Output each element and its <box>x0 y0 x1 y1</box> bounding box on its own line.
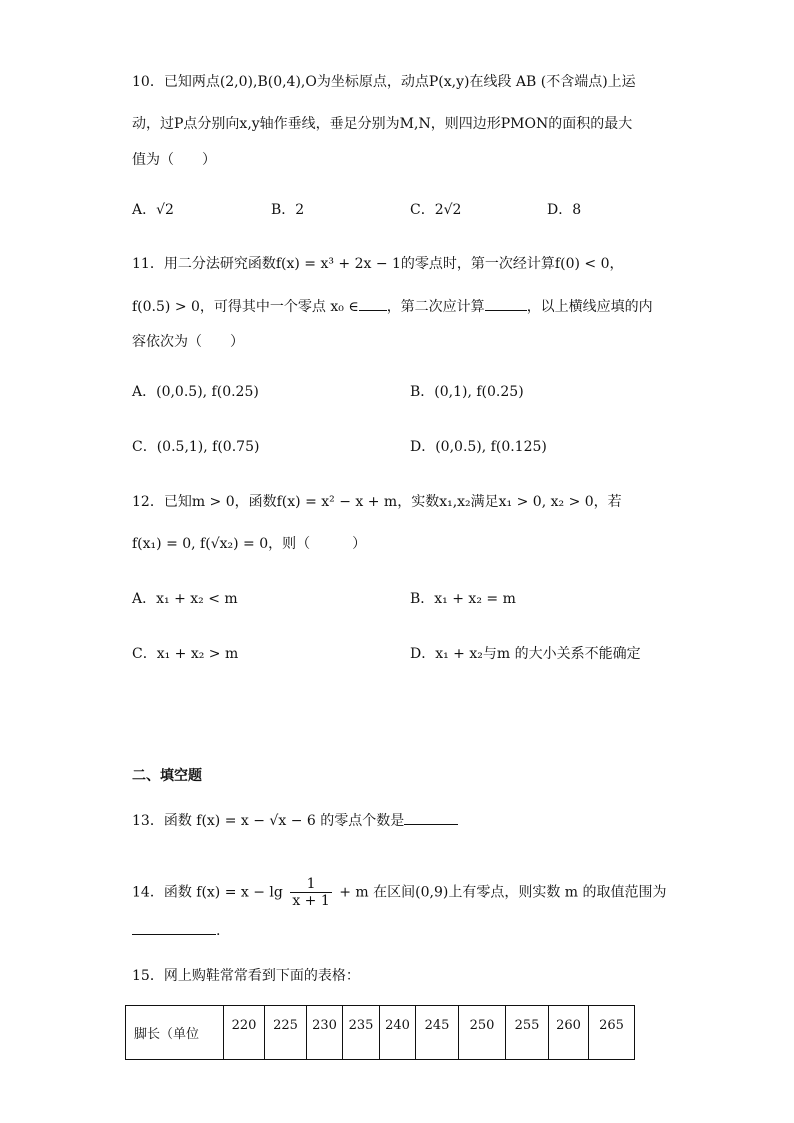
q14-line2 <box>132 920 220 941</box>
q14-post: + m 在区间(0,9)上有零点，则实数 m 的取值范围为 <box>339 884 667 901</box>
q12-option-a: A．x₁ + x₂ < m <box>132 591 238 607</box>
q11-option-b: B．(0,1), f(0.25) <box>410 384 524 400</box>
q12-option-b: B．x₁ + x₂ = m <box>410 591 516 607</box>
q11-line2-b: ，第二次应计算 <box>386 299 485 315</box>
q10-option-c: C．2√2 <box>410 202 462 218</box>
q10-option-d: D．8 <box>547 202 582 218</box>
q14-fraction <box>290 876 331 909</box>
q10-option-a: A．√2 <box>132 202 174 218</box>
table-header-cell: 脚长（单位 <box>126 1006 224 1060</box>
q10-line3: 值为（ ） <box>132 152 216 168</box>
table-cell: 220 <box>224 1006 265 1060</box>
q11-line2-a: f(0.5) > 0，可得其中一个零点 x₀ ∈ <box>132 299 359 315</box>
table-cell: 265 <box>589 1006 635 1060</box>
q15-line: 15．网上购鞋常常看到下面的表格： <box>132 968 360 984</box>
table-cell: 250 <box>459 1006 506 1060</box>
q13-line <box>132 810 458 831</box>
q11-option-d: D．(0,0.5), f(0.125) <box>410 439 547 455</box>
q10-option-b: B．2 <box>271 202 305 218</box>
q11-line1: 11．用二分法研究函数f(x) = x³ + 2x − 1的零点时，第一次经计算f(0) < 0， <box>132 256 624 272</box>
table-cell: 245 <box>416 1006 459 1060</box>
table-cell: 260 <box>549 1006 589 1060</box>
q14-fraction-denominator: x + 1 <box>292 893 330 909</box>
q11-option-a: A．(0,0.5), f(0.25) <box>132 384 259 400</box>
table-cell: 255 <box>506 1006 549 1060</box>
table-cell: 240 <box>380 1006 416 1060</box>
q11-line2 <box>132 296 653 317</box>
shoe-size-table <box>125 1005 635 1060</box>
table-row <box>126 1006 635 1060</box>
q12-option-c: C．x₁ + x₂ > m <box>132 646 239 662</box>
q12-line2: f(x₁) = 0, f(√x₂) = 0，则（ ） <box>132 536 367 552</box>
q12-option-d: D．x₁ + x₂与m 的大小关系不能确定 <box>410 646 641 662</box>
q14-line1 <box>132 876 667 909</box>
q13-text: 13．函数 f(x) = x − √x − 6 的零点个数是 <box>132 813 405 829</box>
q11-line2-c: ，以上横线应填的内 <box>526 299 653 315</box>
q10-line2: 动，过P点分别向x,y轴作垂线，垂足分别为M,N，则四边形PMON的面积的最大 <box>132 116 633 132</box>
table-cell: 225 <box>265 1006 307 1060</box>
q10-line1: 10．已知两点(2,0),B(0,4),O为坐标原点，动点P(x,y)在线段 AB (不含端点)上运 <box>132 74 636 90</box>
q14-blank <box>132 920 216 935</box>
q13-blank <box>404 810 458 825</box>
q11-line3: 容依次为（ ） <box>132 334 244 350</box>
q14-end: . <box>216 923 221 939</box>
q12-line1: 12．已知m > 0，函数f(x) = x² − x + m，实数x₁,x₂满足x₁ > 0, x₂ > 0，若 <box>132 494 622 510</box>
q11-blank-2 <box>485 296 527 311</box>
table-cell: 235 <box>343 1006 380 1060</box>
table-cell: 230 <box>307 1006 343 1060</box>
section-title-fill-in: 二、填空题 <box>132 768 202 784</box>
q11-blank-1 <box>359 296 387 311</box>
q14-fraction-numerator: 1 <box>290 876 331 893</box>
q14-pre: 14．函数 f(x) = x − lg <box>132 884 283 901</box>
q11-option-c: C．(0.5,1), f(0.75) <box>132 439 260 455</box>
